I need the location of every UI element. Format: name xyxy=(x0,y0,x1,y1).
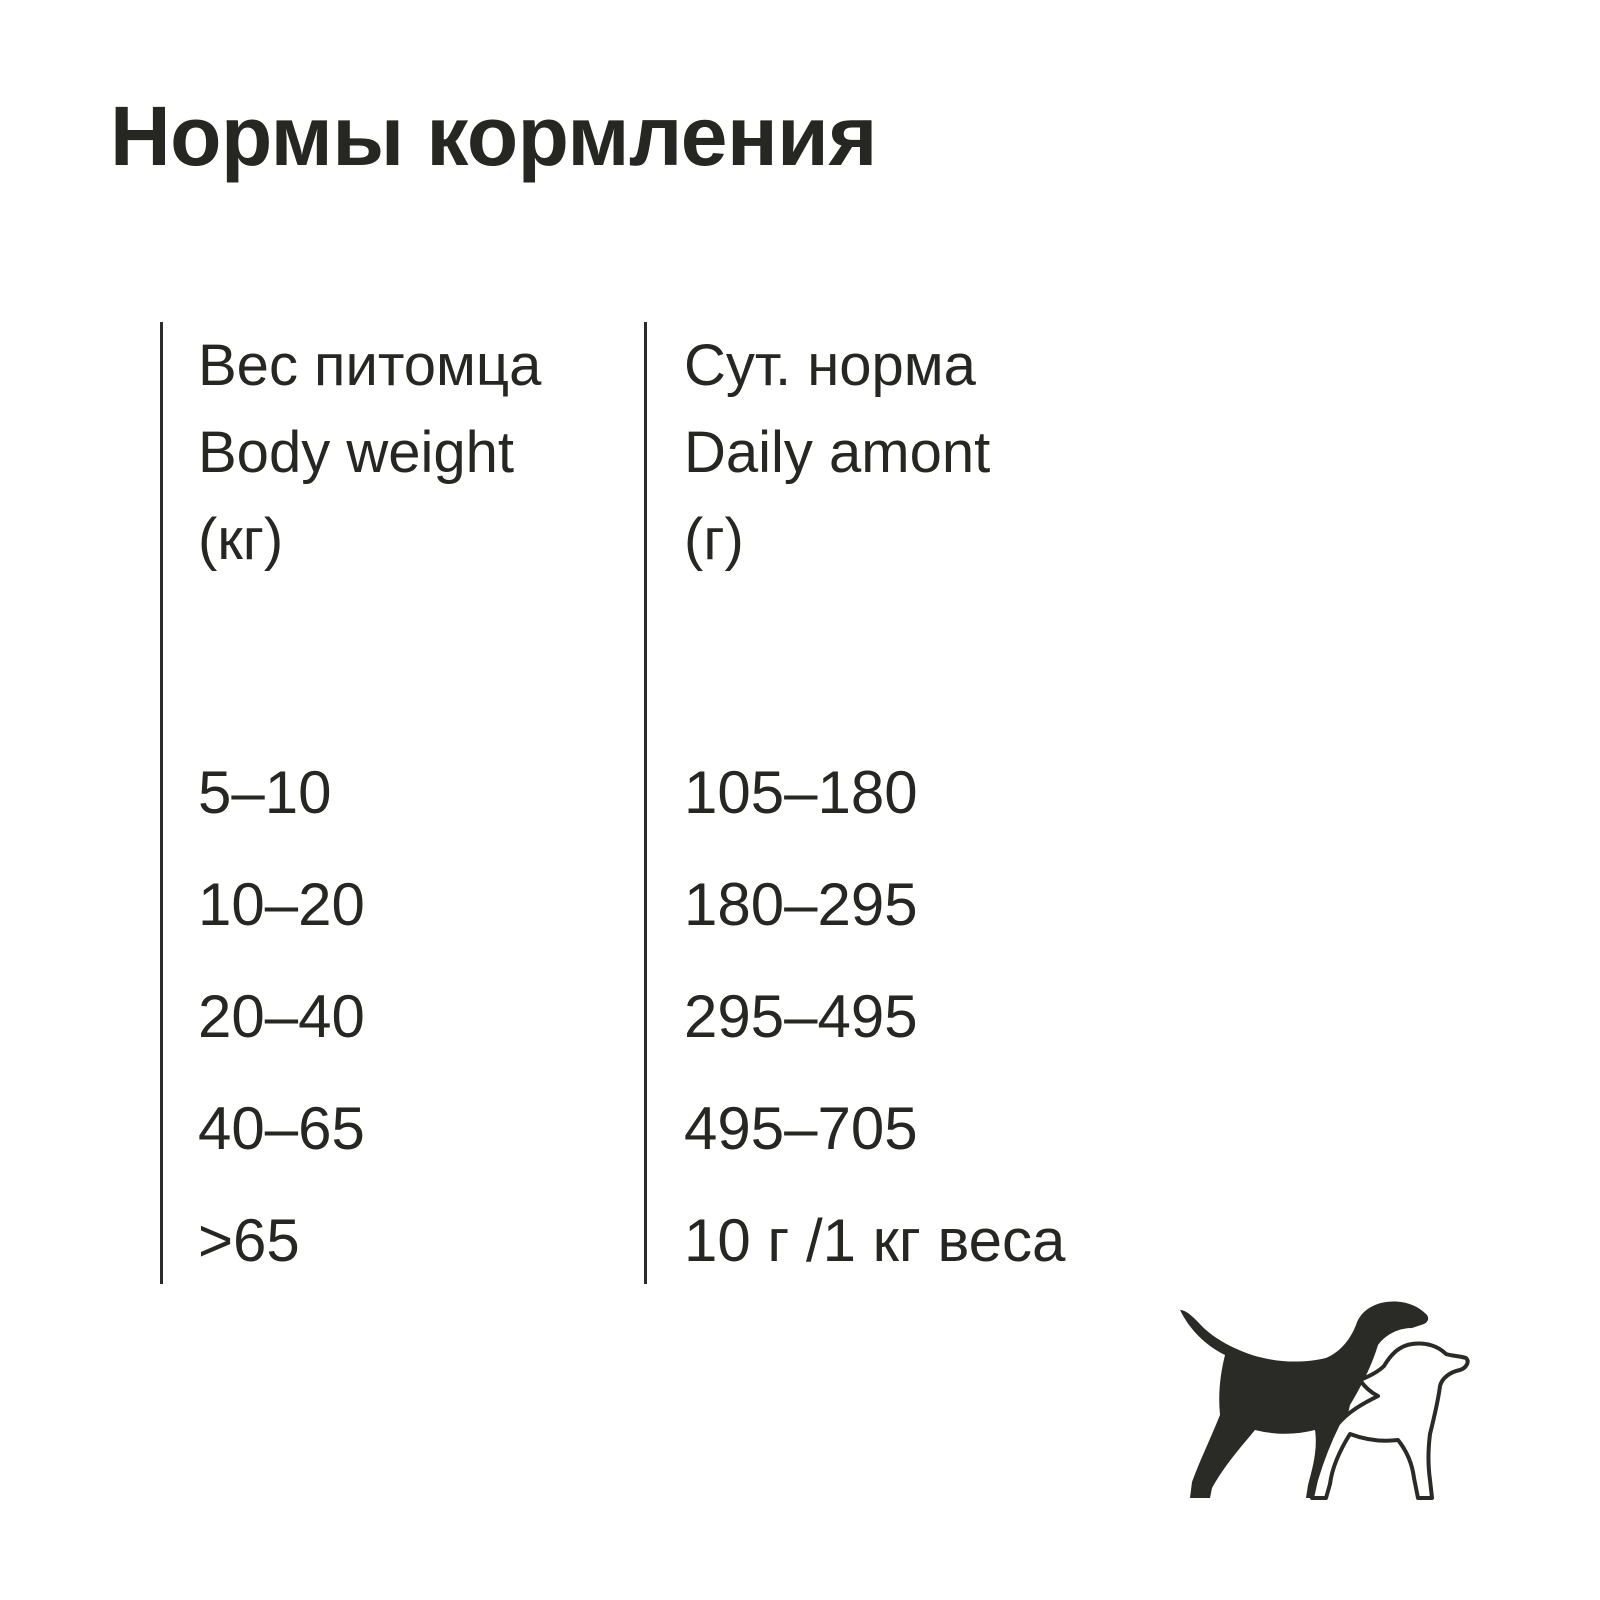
table-cell-amount: 295–495 xyxy=(684,983,918,1050)
table-cell-amount: 10 г /1 кг веса xyxy=(684,1207,1066,1274)
header-line-en: Body weight xyxy=(198,420,514,485)
header-unit: (кг) xyxy=(198,507,284,572)
table-cell-weight: 40–65 xyxy=(198,1095,365,1162)
table-cell-weight: 20–40 xyxy=(198,983,365,1050)
table-cell-weight: >65 xyxy=(198,1207,300,1274)
column-body-weight xyxy=(198,322,542,1274)
column-divider-left xyxy=(160,322,163,1284)
header-line-ru: Вес питомца xyxy=(198,333,542,398)
table-cell-amount: 180–295 xyxy=(684,871,918,938)
page-title: Нормы кормления xyxy=(110,89,877,183)
table-cell-amount: 495–705 xyxy=(684,1095,918,1162)
column-divider-middle xyxy=(644,322,647,1284)
dogs-icon xyxy=(1180,1300,1520,1520)
table-cell-amount: 105–180 xyxy=(684,759,918,826)
header-unit: (г) xyxy=(684,507,744,572)
table-cell-weight: 5–10 xyxy=(198,759,332,826)
header-line-en: Daily amont xyxy=(684,420,991,485)
header-line-ru: Сут. норма xyxy=(684,333,976,398)
column-daily-amount xyxy=(684,322,1066,1274)
table-cell-weight: 10–20 xyxy=(198,871,365,938)
